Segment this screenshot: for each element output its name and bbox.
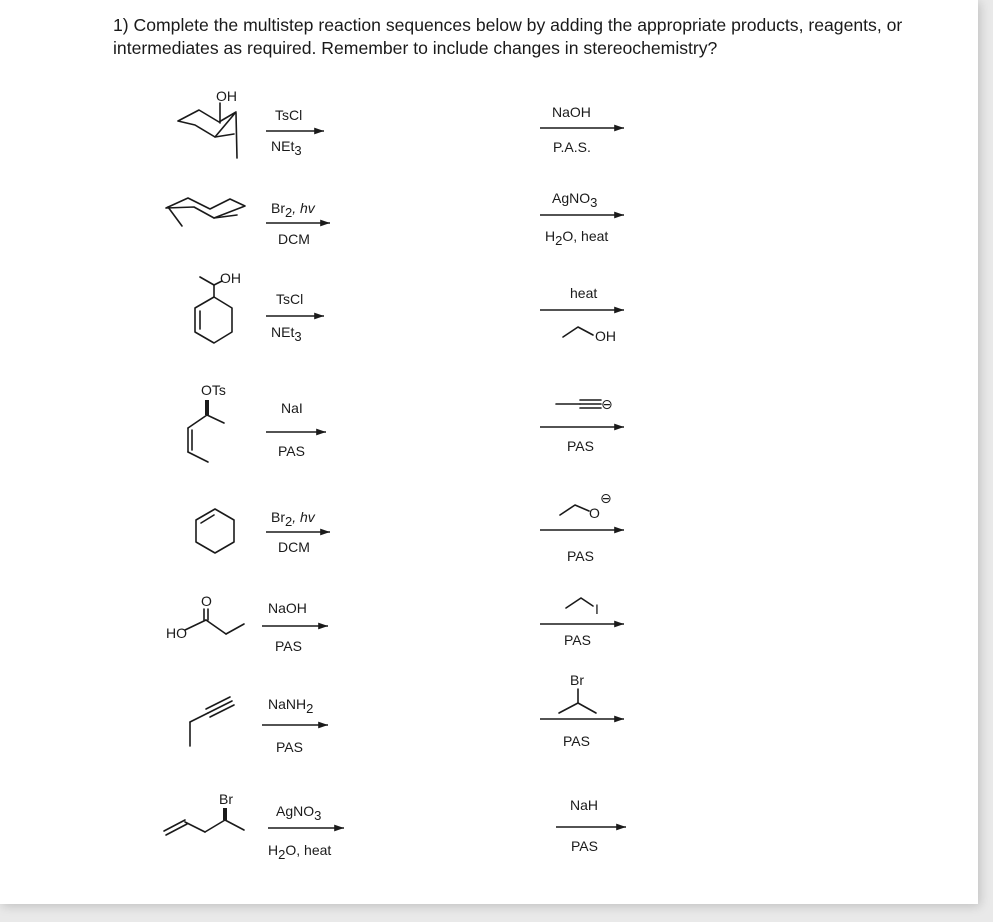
row2-step1-below: DCM — [278, 231, 310, 247]
row8-step1-above: AgNO — [276, 803, 315, 819]
svg-text:AgNO3 — [552, 190, 597, 210]
row1-oh-label: OH — [216, 88, 237, 104]
row5-step1-above: Br — [271, 509, 285, 525]
svg-text:AgNO3 — [276, 803, 321, 823]
row4-start-molecule — [188, 382, 226, 462]
row5-step2 — [540, 490, 624, 564]
row5-step1 — [266, 509, 330, 555]
row7-step1-below: PAS — [276, 739, 303, 755]
row-3 — [195, 270, 624, 344]
row5-step1-above-tail: , hv — [292, 509, 315, 525]
row-8 — [164, 791, 626, 862]
row8-step1-below: H — [268, 842, 279, 858]
svg-text:NEt3 — [271, 324, 302, 344]
row4-step2-below: PAS — [567, 438, 594, 454]
row5-start-molecule — [196, 509, 234, 553]
svg-text:H2O, heat — [545, 228, 608, 248]
row2-step2-below: H — [545, 228, 556, 244]
row4-acetylide — [556, 400, 601, 408]
row7-start-molecule — [190, 697, 234, 746]
row4-step1 — [266, 400, 326, 459]
row3-step2 — [540, 285, 624, 344]
row1-start-molecule — [178, 88, 237, 158]
row8-step1-above-sub: 3 — [314, 808, 322, 823]
row2-start-molecule — [166, 198, 245, 226]
row3-step1-above: TsCl — [276, 291, 304, 307]
row1-step1-below-sub: 3 — [294, 143, 302, 158]
row3-step1-below-sub: 3 — [294, 329, 302, 344]
row6-ho-label: HO — [166, 625, 187, 641]
row3-step1 — [266, 291, 324, 344]
row-5 — [196, 490, 624, 564]
row-1 — [178, 88, 624, 158]
row8-step2-above: NaH — [570, 797, 599, 813]
row5-ethoxide-skeleton — [560, 505, 589, 515]
svg-text:NaNH2 — [268, 696, 313, 716]
row6-step1 — [262, 600, 328, 654]
row1-step1 — [266, 107, 324, 158]
svg-text:Br2, hv — [271, 509, 316, 529]
row6-ethyl-iodide-skeleton — [566, 598, 593, 608]
row7-step1-above: NaNH — [268, 696, 307, 712]
row6-step2-i-label: I — [595, 601, 599, 617]
row3-step2-oh-label: OH — [595, 328, 616, 344]
row6-start-molecule — [166, 593, 244, 641]
row7-isopropyl-bromide-skeleton — [559, 689, 596, 713]
svg-text:H2O, heat — [268, 842, 331, 862]
row8-step2-below: PAS — [571, 838, 598, 854]
row4-step2 — [540, 396, 624, 454]
row2-step2-above-sub: 3 — [590, 195, 598, 210]
svg-text:Br2, hv — [271, 200, 316, 220]
question-text: 1) Complete the multistep reaction sequences below by adding the appropriate products, reagents, or intermediates as required. Remember to include changes in stereochemistry? — [113, 15, 903, 58]
row1-step2-below: P.A.S. — [553, 139, 591, 155]
row6-step1-above: NaOH — [268, 600, 307, 616]
svg-text:NEt3 — [271, 138, 302, 158]
row-7 — [190, 672, 624, 755]
row2-step2-below-tail: O, heat — [562, 228, 609, 244]
row4-step2-charge: ⊖ — [601, 396, 613, 412]
row8-start-molecule — [164, 791, 244, 835]
row4-step1-below: PAS — [278, 443, 305, 459]
row1-step2-above: NaOH — [552, 104, 591, 120]
row4-ots-label: OTs — [201, 382, 226, 398]
row-2 — [166, 190, 624, 248]
row7-step2 — [540, 672, 624, 749]
row7-step2-br-label: Br — [570, 672, 584, 688]
row6-o-label: O — [201, 593, 212, 609]
row1-step1-above: TsCl — [275, 107, 303, 123]
row8-br-label: Br — [219, 791, 233, 807]
row1-step2 — [540, 104, 624, 155]
row5-step2-below: PAS — [567, 548, 594, 564]
row7-step1 — [262, 696, 328, 755]
row3-step1-below: NEt — [271, 324, 295, 340]
row4-step1-above: NaI — [281, 400, 303, 416]
row8-step1-below-tail: O, heat — [285, 842, 332, 858]
row2-step1-above-tail: , hv — [292, 200, 315, 216]
row-4 — [188, 382, 624, 462]
row8-step2 — [556, 797, 626, 854]
row8-step1 — [268, 803, 344, 862]
row7-step1-above-sub: 2 — [306, 701, 314, 716]
row3-start-molecule — [195, 270, 241, 343]
row3-oh-label: OH — [220, 270, 241, 286]
row2-step2-above: AgNO — [552, 190, 591, 206]
row7-step2-below: PAS — [563, 733, 590, 749]
row2-step2-below-sub: 2 — [555, 233, 563, 248]
row-6 — [166, 593, 624, 654]
row5-step2-charge: ⊖ — [600, 490, 612, 506]
row1-step1-below: NEt — [271, 138, 295, 154]
row6-step2-below: PAS — [564, 632, 591, 648]
row2-step1-above: Br — [271, 200, 285, 216]
row2-step1 — [266, 200, 330, 247]
row2-step2 — [540, 190, 624, 248]
row3-step2-above: heat — [570, 285, 598, 301]
row6-step1-below: PAS — [275, 638, 302, 654]
row5-step1-below: DCM — [278, 539, 310, 555]
row8-step1-below-sub: 2 — [278, 847, 286, 862]
row3-ethanol-skeleton — [563, 327, 593, 337]
row6-step2 — [540, 598, 624, 648]
row2-step1-above-sub: 2 — [285, 205, 293, 220]
row5-step2-o-label: O — [589, 505, 600, 521]
row5-step1-above-sub: 2 — [285, 514, 293, 529]
